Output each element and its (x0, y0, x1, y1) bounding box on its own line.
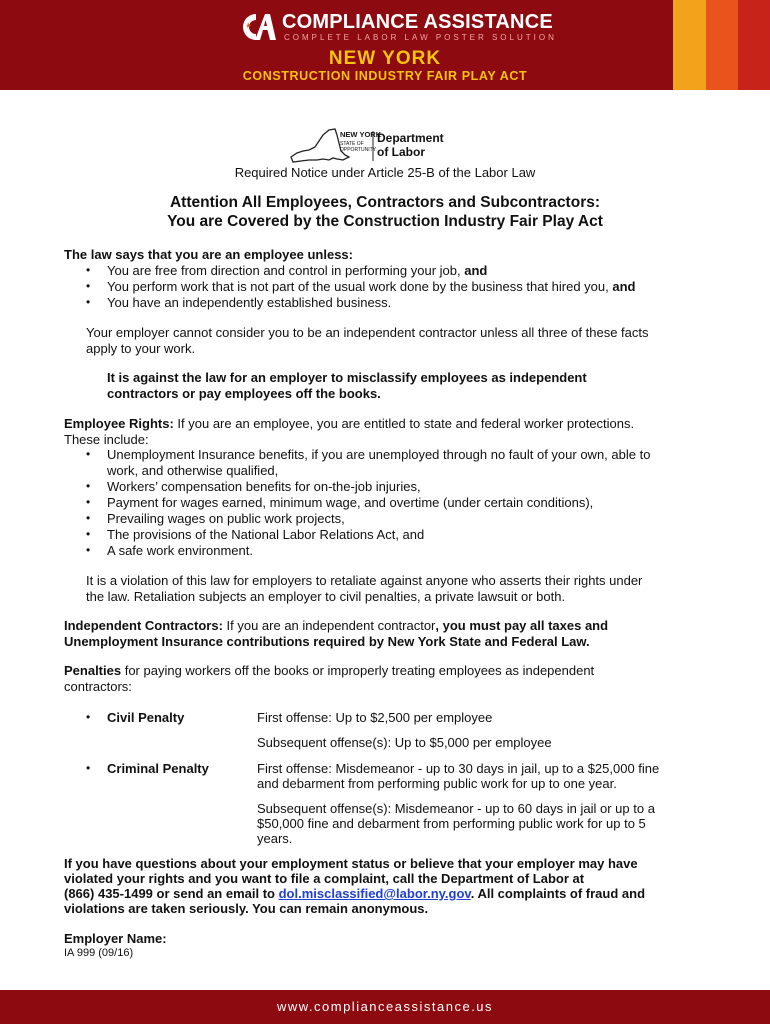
criminal-penalty-first-line2: and debarment from performing public work for up to one year. (257, 776, 617, 791)
act-title: CONSTRUCTION INDUSTRY FAIR PLAY ACT (242, 69, 528, 83)
rights-bullet-4: Prevailing wages on public work projects, (107, 511, 345, 526)
retaliation-line2: the law. Retaliation subjects an employer to civil penalties, a private lawsuit or both. (86, 589, 566, 604)
notice-title-line1: Attention All Employees, Contractors and Subcontractors: (169, 194, 601, 211)
brand-title: COMPLIANCE ASSISTANCE (282, 11, 553, 33)
independent-contractors-line2: Unemployment Insurance contributions required by New York State and Federal Law. (64, 634, 590, 649)
complaint-email-link[interactable]: dol.misclassified@labor.ny.gov (278, 886, 471, 901)
contact-line2: violated your rights and you want to file a complaint, call the Department of Labor at (64, 871, 585, 886)
dol-logo-line1: NEW YORK (340, 130, 382, 139)
brand-subtitle: COMPLETE LABOR LAW POSTER SOLUTION (284, 33, 557, 42)
notice-title-line2: You are Covered by the Construction Industry Fair Play Act (167, 213, 603, 230)
law-bullet-3: You have an independently established business. (107, 295, 392, 310)
law-paragraph-line1: Your employer cannot consider you to be an independent contractor unless all three of these facts (86, 325, 649, 340)
penalties-line2: contractors: (64, 679, 132, 694)
rights-bullet-6: A safe work environment. (107, 543, 253, 558)
bullet-icon: • (86, 761, 91, 775)
employee-rights-line: Employee Rights: If you are an employee, you are entitled to state and federal worker protections. (64, 416, 635, 431)
bullet-icon: • (86, 527, 91, 541)
civil-penalty-label: Civil Penalty (107, 710, 185, 725)
law-bullet-1: You are free from direction and control in performing your job, and (107, 263, 488, 278)
state-title: NEW YORK (328, 48, 442, 69)
bullet-icon: • (86, 279, 91, 293)
dol-logo-of-labor: of Labor (377, 145, 425, 159)
rights-bullet-5: The provisions of the National Labor Relations Act, and (107, 527, 425, 542)
dol-logo-line2: STATE OF (340, 141, 364, 147)
bullet-icon: • (86, 511, 91, 525)
bullet-icon: • (86, 447, 91, 461)
footer-website-url[interactable]: www.complianceassistance.us (276, 999, 494, 1014)
retaliation-line1: It is a violation of this law for employers to retaliate against anyone who asserts their rights under (86, 573, 643, 588)
civil-penalty-subsequent: Subsequent offense(s): Up to $5,000 per employee (257, 735, 552, 750)
criminal-penalty-label: Criminal Penalty (107, 761, 209, 776)
poster-footer (0, 990, 770, 1024)
form-id: IA 999 (09/16) (64, 947, 134, 959)
criminal-penalty-first-line1: First offense: Misdemeanor - up to 30 days in jail, up to a $25,000 fine (257, 761, 660, 776)
poster-header (0, 0, 770, 90)
required-notice-line: Required Notice under Article 25-B of the Labor Law (234, 165, 536, 180)
contact-line3: (866) 435-1499 or send an email to dol.misclassified@labor.ny.gov. All complaints of fraud and (64, 886, 646, 901)
nys-department-of-labor-logo (289, 127, 459, 165)
rights-bullet-2: Workers’ compensation benefits for on-the-job injuries, (107, 479, 421, 494)
compliance-assistance-logo-icon (238, 12, 276, 42)
dol-logo-line3: OPPORTUNITY. (340, 147, 377, 153)
criminal-penalty-sub-line1: Subsequent offense(s): Misdemeanor - up to 60 days in jail or up to a (257, 801, 655, 816)
criminal-penalty-sub-line2: $50,000 fine and debarment from performing public work for up to 5 (257, 816, 646, 831)
employer-name-label: Employer Name: (64, 931, 167, 946)
criminal-penalty-sub-line3: years. (257, 831, 293, 846)
penalties-line1: Penalties for paying workers off the books or improperly treating employees as independent (64, 663, 595, 678)
misclassify-warning-line1: It is against the law for an employer to misclassify employees as independent (107, 370, 587, 385)
bullet-icon: • (86, 710, 91, 724)
bullet-icon: • (86, 479, 91, 493)
law-paragraph-line2: apply to your work. (86, 341, 196, 356)
these-include-line: These include: (64, 432, 149, 447)
rights-bullet-1: Unemployment Insurance benefits, if you are unemployed through no fault of your own, able to (107, 447, 651, 462)
independent-contractors-line1: Independent Contractors: If you are an independent contractor, you must pay all taxes and (64, 618, 609, 633)
bullet-icon: • (86, 295, 91, 309)
bullet-icon: • (86, 543, 91, 557)
civil-penalty-first: First offense: Up to $2,500 per employee (257, 710, 493, 725)
rights-bullet-3: Payment for wages earned, minimum wage, and overtime (under certain conditions), (107, 495, 594, 510)
bullet-icon: • (86, 263, 91, 277)
contact-line4: violations are taken seriously. You can remain anonymous. (64, 901, 429, 916)
rights-bullet-1-continued: work, and otherwise qualified, (107, 463, 279, 478)
law-bullet-2: You perform work that is not part of the usual work done by the business that hired you, and (107, 279, 636, 294)
dol-logo-department: Department (377, 131, 444, 145)
law-heading: The law says that you are an employee unless: (64, 247, 353, 262)
misclassify-warning-line2: contractors or pay employees off the books. (107, 386, 381, 401)
contact-line1: If you have questions about your employment status or believe that your employer may have (64, 856, 638, 871)
bullet-icon: • (86, 495, 91, 509)
